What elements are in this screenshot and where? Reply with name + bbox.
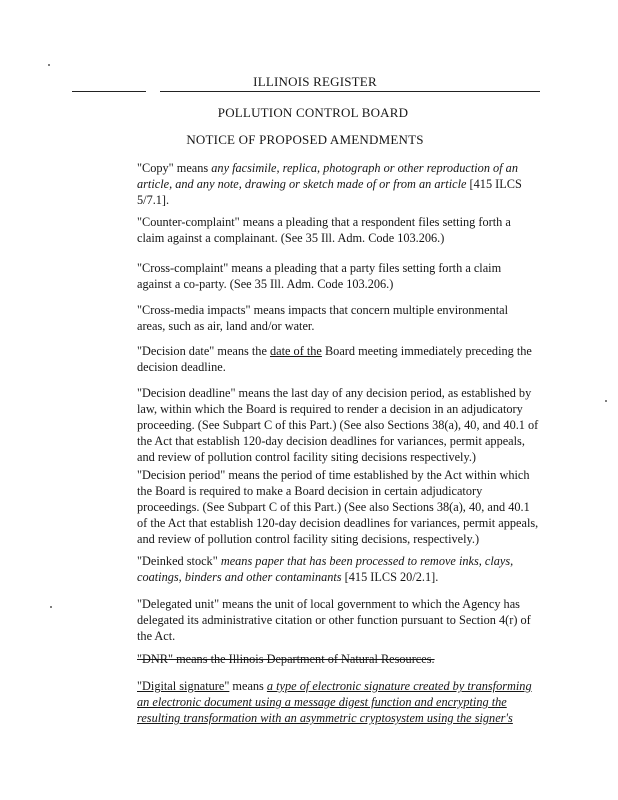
definition-body: means impacts that concern multiple environmental areas, such as air, land and/or water. [137,303,509,333]
register-title: ILLINOIS REGISTER [253,74,377,89]
definition-deinked-stock [137,553,539,585]
definition-term: "Counter-complaint" [137,215,240,229]
definition-term: "Digital signature" [137,679,230,693]
definition-term: "Decision period" [137,468,226,482]
deleted-text: "DNR" means the Illinois Department of Natural Resources. [137,652,435,666]
definition-term: "Decision date" [137,344,215,358]
notice-title: NOTICE OF PROPOSED AMENDMENTS [186,132,424,147]
definition-term: "Deinked stock" [137,554,218,568]
definition-digital-signature: "Digital signature" means a type of electronic signature created by transforming an electronic document using a message digest function and encrypting the resulting transformation with an asymmetric cryptosystem using the signer's [137,679,532,725]
definition-body: means the period of time established by the Act within which the Board is required to make a Board decision in certain adjudicatory proceedings. (See Subpart C of this Part.) (See also Sections 38(a), 40, and 40.1 of the Act that establish 120-day decision deadlines for variances, permit appeals, and review of pollution control facility siting decisions, respectively.) [137,468,539,546]
definition-cross-media-impacts [137,302,539,334]
definition-term: "Cross-complaint" [137,261,229,275]
header-rule-left [72,91,146,92]
definition-body: means a pleading that a party files setting forth a claim against a co-party. (See 35 Ill. Adm. Code 103.206.) [137,261,502,291]
citation: [415 ILCS 5/7.1]. [137,177,522,207]
definition-delegated-unit [137,596,539,644]
definition-copy: "Copy" means any facsimile, replica, photograph or other reproduction of an article, and any note, drawing or sketch made of or from an article [415 ILCS 5/7.1]. [137,161,522,207]
definition-decision-deadline [137,385,539,465]
inserted-text: date of the [269,344,322,358]
definition-body: means the last day of any decision period, as established by law, within which the Board is required to render a decision in an adjudicatory proceeding. (See Subpart C of this Part.) (See also Sections 38(a), 40, and 40.1 of the Act that establish 120-day decision deadlines for variances, permit appeals, and review of pollution control facility siting decisions respectively.) [137,386,539,464]
board-title: POLLUTION CONTROL BOARD [217,105,409,120]
definition-term: "Delegated unit" [137,597,220,611]
definition-body: means a pleading that a respondent files setting forth a claim against a complainant. (See 35 Ill. Adm. Code 103.206.) [137,215,511,245]
definition-decision-period [137,467,539,547]
citation: [415 ILCS 20/2.1]. [341,570,439,584]
scan-speck [50,606,52,608]
scan-speck [605,400,607,402]
scan-speck [48,64,50,66]
definition-body: Board meeting immediately preceding the decision deadline. [137,344,532,374]
definition-term: "Decision deadline" [137,386,236,400]
inserted-text: a type of electronic signature created by transforming an electronic document using a message digest function and encrypting the resulting transformation with an asymmetric cryptosystem using the signer's [137,679,532,725]
definition-counter-complaint [137,214,539,246]
definition-quoted-statute: means paper that has been processed to remove inks, clays, coatings, binders and other contaminants [137,554,514,584]
definition-dnr-deleted [137,651,539,667]
definition-term: "Cross-media impacts" [137,303,251,317]
definition-term: "Copy" [137,161,174,175]
header-rule-right [160,91,540,92]
definition-body: means the unit of local government to which the Agency has delegated its administrative citation or other function pursuant to Section 4(r) of the Act. [137,597,531,643]
definition-cross-complaint [137,260,539,292]
definition-decision-date: "Decision date" means the date of the Board meeting immediately preceding the decision deadline. [137,344,532,374]
definition-quoted-statute: any facsimile, replica, photograph or other reproduction of an article, and any note, drawing or sketch made of or from an article [137,161,518,191]
